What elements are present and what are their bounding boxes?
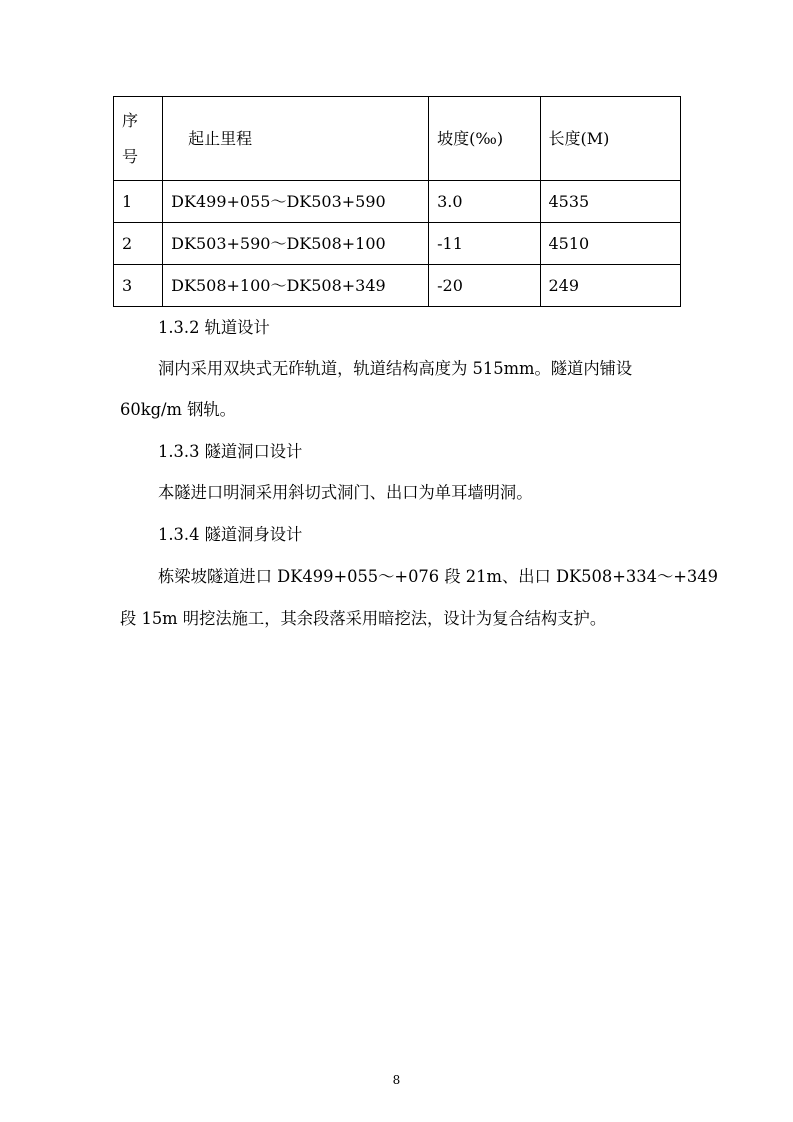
cell-range: DK499+055～DK503+590 [163, 181, 429, 223]
header-seq-line1: 序 [122, 110, 139, 130]
cell-grade: -11 [429, 223, 540, 265]
cell-seq: 1 [114, 181, 163, 223]
cell-range: DK508+100～DK508+349 [163, 265, 429, 307]
paragraph-line: 60kg/m 钢轨。 [120, 400, 236, 419]
cell-seq: 3 [114, 265, 163, 307]
cell-seq: 2 [114, 223, 163, 265]
section-heading-1-3-4: 1.3.4 隧道洞身设计 [158, 525, 303, 544]
header-seq [114, 97, 163, 181]
cell-length: 249 [540, 265, 681, 307]
gradient-table [113, 96, 681, 307]
paragraph-line: 段 15m 明挖法施工，其余段落采用暗挖法，设计为复合结构支护。 [120, 609, 607, 628]
table-header-row [114, 97, 681, 181]
section-heading-1-3-3: 1.3.3 隧道洞口设计 [158, 442, 303, 461]
table-row [114, 223, 681, 265]
cell-length: 4510 [540, 223, 681, 265]
cell-range: DK503+590～DK508+100 [163, 223, 429, 265]
paragraph-line: 本隧进口明洞采用斜切式洞门、出口为单耳墙明洞。 [158, 483, 533, 502]
cell-grade: -20 [429, 265, 540, 307]
header-grade: 坡度(‰) [429, 97, 540, 181]
cell-length: 4535 [540, 181, 681, 223]
cell-grade: 3.0 [429, 181, 540, 223]
paragraph-line: 栋梁坡隧道进口 DK499+055～+076 段 21m、出口 DK508+334～+349 [158, 567, 718, 586]
header-length: 长度(M) [540, 97, 681, 181]
table-row [114, 265, 681, 307]
paragraph-line: 洞内采用双块式无砟轨道，轨道结构高度为 515mm。隧道内铺设 [158, 359, 633, 378]
page-number: 8 [392, 1073, 401, 1087]
header-range: 起止里程 [163, 97, 429, 181]
header-seq-line2: 号 [122, 146, 139, 166]
section-heading-1-3-2: 1.3.2 轨道设计 [158, 318, 270, 337]
table-row [114, 181, 681, 223]
